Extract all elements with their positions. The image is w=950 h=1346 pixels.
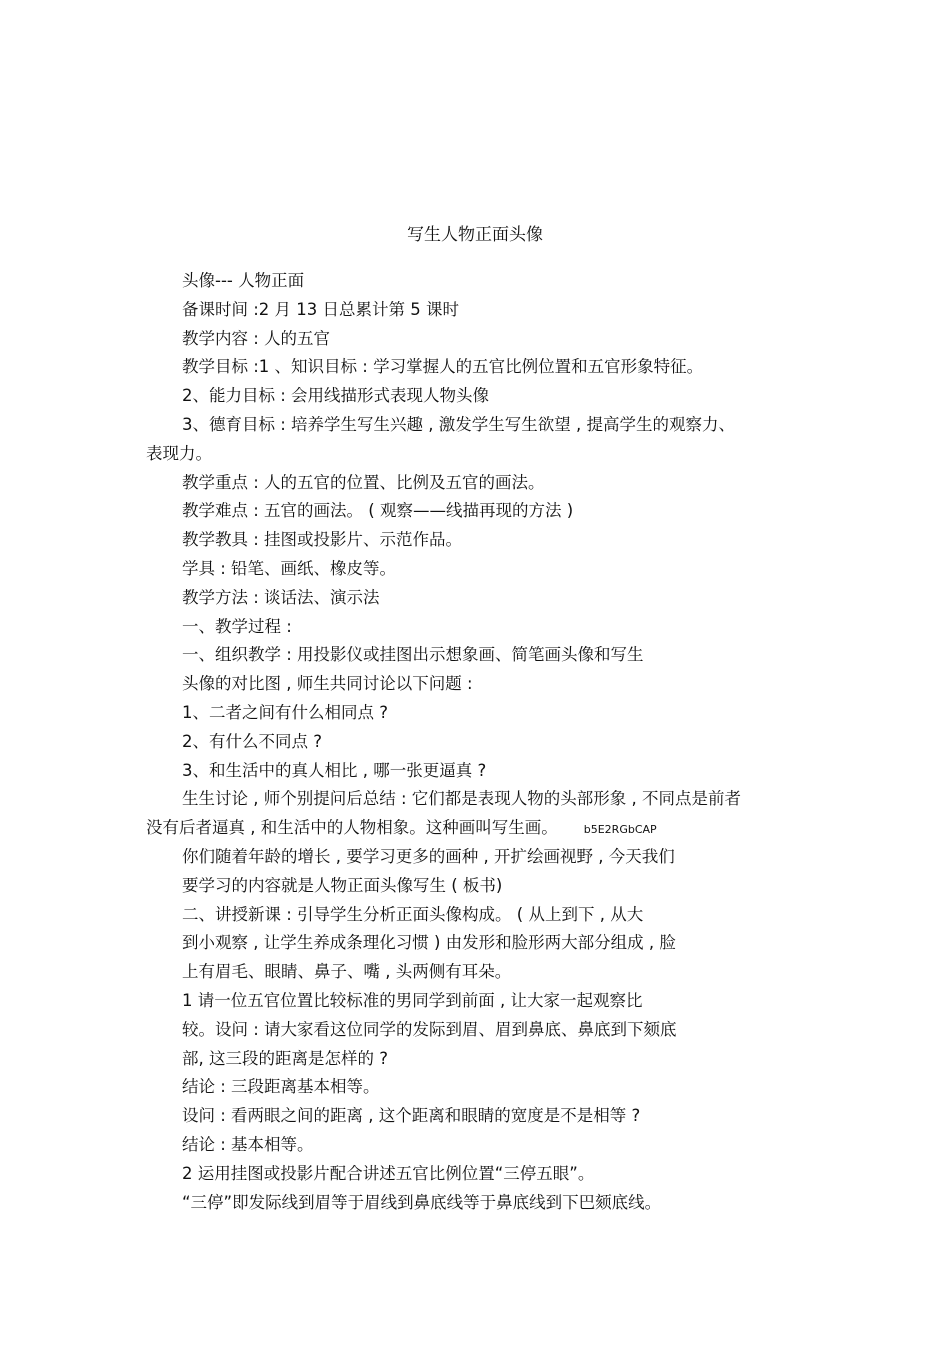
text-line: [146, 1189, 816, 1218]
line-text: 一、教学过程 :: [182, 616, 292, 636]
line-text: 头像--- 人物正面: [182, 271, 305, 290]
line-text: 1 请一位五官位置比较标准的男同学到前面 , 让大家一起观察比: [182, 990, 643, 1010]
line-text: 教学方法 : 谈话法、演示法: [182, 587, 380, 607]
text-line: [146, 670, 816, 699]
line-text: 头像的对比图 , 师生共同讨论以下问题 :: [182, 674, 473, 694]
text-line: [146, 757, 816, 786]
document-title: 写生人物正面头像: [407, 225, 543, 245]
line-text: 较。设问 : 请大家看这位同学的发际到眉、眉到鼻底、鼻底到下颏底: [182, 1019, 677, 1039]
text-line: [146, 641, 816, 670]
text-line: [146, 584, 816, 613]
line-text: 到小观察 , 让学生养成条理化习惯 ) 由发形和脸形两大部分组成 , 脸: [182, 933, 676, 953]
text-line: [146, 814, 816, 843]
line-text: 3、德育目标 : 培养学生写生兴趣 , 激发学生写生欲望 , 提高学生的观察力、: [182, 414, 736, 434]
line-text: 二、讲授新课 : 引导学生分析正面头像构成。 ( 从上到下 , 从大: [182, 904, 644, 924]
text-line: [146, 1160, 816, 1189]
line-text: 一、组织教学 : 用投影仪或挂图出示想象画、简笔画头像和写生: [182, 645, 644, 665]
line-text: 教学目标 :1 、知识目标 : 学习掌握人的五官比例位置和五官形象特征。: [182, 357, 704, 377]
line-text: 没有后者逼真 , 和生活中的人物相象。这种画叫写生画。: [146, 818, 558, 838]
watermark-code: b5E2RGbCAP: [583, 823, 657, 837]
text-line: [146, 987, 816, 1016]
line-text: 2 运用挂图或投影片配合讲述五官比例位置“三停五眼”。: [182, 1163, 595, 1183]
text-line: [146, 526, 816, 555]
line-text: 设问 : 看两眼之间的距离 , 这个距离和眼睛的宽度是不是相等 ?: [182, 1106, 641, 1126]
text-line: [146, 1131, 816, 1160]
line-text: 教学内容 : 人的五官: [182, 328, 331, 348]
text-line: [146, 555, 816, 584]
text-line: [146, 872, 816, 901]
line-text: 要学习的内容就是人物正面头像写生 ( 板书): [182, 875, 503, 895]
line-text: 结论 : 三段距离基本相等。: [182, 1077, 380, 1097]
text-line: [146, 901, 816, 930]
text-line: [146, 440, 816, 469]
line-text: 部, 这三段的距离是怎样的 ?: [182, 1048, 388, 1068]
line-text: 备课时间 :2 月 13 日总累计第 5 课时: [182, 299, 460, 319]
line-text: 1、二者之间有什么相同点 ?: [182, 702, 389, 722]
line-text: 学具 : 铅笔、画纸、橡皮等。: [182, 558, 397, 578]
line-text: 教学难点 : 五官的画法。 ( 观察——线描再现的方法 ): [182, 501, 574, 521]
text-line: [146, 1045, 816, 1074]
document-body: [146, 267, 816, 1217]
text-line: [146, 699, 816, 728]
text-line: [146, 411, 816, 440]
text-line: [146, 929, 816, 958]
line-text: 表现力。: [146, 443, 212, 463]
text-line: [146, 958, 816, 987]
text-line: [146, 469, 816, 498]
text-line: [146, 382, 816, 411]
text-line: [146, 728, 816, 757]
line-text: “三停”即发际线到眉等于眉线到鼻底线等于鼻底线到下巴颏底线。: [182, 1192, 662, 1212]
line-text: 生生讨论 , 师个别提问后总结 : 它们都是表现人物的头部形象 , 不同点是前者: [182, 789, 742, 809]
text-line: [146, 785, 816, 814]
text-line: [146, 267, 816, 296]
text-line: [146, 843, 816, 872]
text-line: [146, 325, 816, 354]
text-line: [146, 613, 816, 642]
text-line: [146, 1073, 816, 1102]
line-text: 教学重点 : 人的五官的位置、比例及五官的画法。: [182, 472, 545, 492]
text-line: [146, 1102, 816, 1131]
text-line: [146, 353, 816, 382]
text-line: [146, 296, 816, 325]
text-line: [146, 1016, 816, 1045]
line-text: 2、能力目标 : 会用线描形式表现人物头像: [182, 386, 490, 406]
line-text: 你们随着年龄的增长 , 要学习更多的画种 , 开扩绘画视野 , 今天我们: [182, 846, 675, 866]
line-text: 结论 : 基本相等。: [182, 1134, 314, 1154]
line-text: 2、有什么不同点 ?: [182, 731, 323, 751]
line-text: 3、和生活中的真人相比 , 哪一张更逼真 ?: [182, 760, 487, 780]
line-text: 教学教具 : 挂图或投影片、示范作品。: [182, 530, 463, 550]
text-line: [146, 497, 816, 526]
line-text: 上有眉毛、眼睛、鼻子、嘴 , 头两侧有耳朵。: [182, 962, 512, 982]
